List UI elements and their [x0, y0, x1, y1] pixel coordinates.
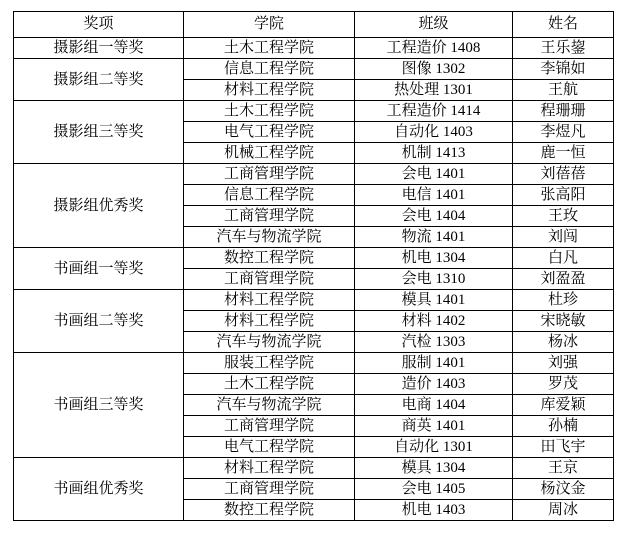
name-cell: 周冰	[513, 500, 614, 521]
college-cell: 材料工程学院	[184, 290, 355, 311]
name-cell: 库爱颖	[513, 395, 614, 416]
header-cell-name: 姓名	[513, 12, 614, 38]
class-cell: 模具 1304	[355, 458, 513, 479]
award-cell: 摄影组优秀奖	[14, 164, 184, 248]
table-row	[14, 353, 614, 374]
class-cell: 自动化 1403	[355, 122, 513, 143]
class-cell: 会电 1401	[355, 164, 513, 185]
college-cell: 数控工程学院	[184, 248, 355, 269]
college-cell: 材料工程学院	[184, 458, 355, 479]
name-cell: 杨冰	[513, 332, 614, 353]
college-cell: 工商管理学院	[184, 479, 355, 500]
name-cell: 刘闯	[513, 227, 614, 248]
class-cell: 造价 1403	[355, 374, 513, 395]
table-row	[14, 248, 614, 269]
name-cell: 鹿一恒	[513, 143, 614, 164]
college-cell: 工商管理学院	[184, 164, 355, 185]
name-cell: 王航	[513, 80, 614, 101]
class-cell: 材料 1402	[355, 311, 513, 332]
college-cell: 电气工程学院	[184, 437, 355, 458]
college-cell: 材料工程学院	[184, 311, 355, 332]
college-cell: 信息工程学院	[184, 59, 355, 80]
class-cell: 模具 1401	[355, 290, 513, 311]
college-cell: 汽车与物流学院	[184, 332, 355, 353]
class-cell: 汽检 1303	[355, 332, 513, 353]
table-row	[14, 458, 614, 479]
award-cell: 书画组二等奖	[14, 290, 184, 353]
table-header	[14, 12, 614, 38]
header-cell-award: 奖项	[14, 12, 184, 38]
award-cell: 摄影组三等奖	[14, 101, 184, 164]
class-cell: 服制 1401	[355, 353, 513, 374]
college-cell: 工商管理学院	[184, 206, 355, 227]
college-cell: 土木工程学院	[184, 101, 355, 122]
header-cell-college: 学院	[184, 12, 355, 38]
name-cell: 李煜凡	[513, 122, 614, 143]
class-cell: 电信 1401	[355, 185, 513, 206]
class-cell: 会电 1404	[355, 206, 513, 227]
college-cell: 电气工程学院	[184, 122, 355, 143]
college-cell: 工商管理学院	[184, 416, 355, 437]
class-cell: 电商 1404	[355, 395, 513, 416]
name-cell: 孙楠	[513, 416, 614, 437]
class-cell: 自动化 1301	[355, 437, 513, 458]
college-cell: 服装工程学院	[184, 353, 355, 374]
table-row	[14, 59, 614, 80]
award-cell: 摄影组二等奖	[14, 59, 184, 101]
table-body	[14, 38, 614, 521]
class-cell: 机制 1413	[355, 143, 513, 164]
college-cell: 汽车与物流学院	[184, 395, 355, 416]
name-cell: 王乐鋆	[513, 38, 614, 59]
college-cell: 材料工程学院	[184, 80, 355, 101]
header-row	[14, 12, 614, 38]
college-cell: 汽车与物流学院	[184, 227, 355, 248]
class-cell: 图像 1302	[355, 59, 513, 80]
class-cell: 机电 1403	[355, 500, 513, 521]
class-cell: 工程造价 1414	[355, 101, 513, 122]
name-cell: 田飞宇	[513, 437, 614, 458]
table-row	[14, 101, 614, 122]
awards-table	[13, 11, 614, 521]
class-cell: 工程造价 1408	[355, 38, 513, 59]
college-cell: 数控工程学院	[184, 500, 355, 521]
name-cell: 杜珍	[513, 290, 614, 311]
award-cell: 书画组一等奖	[14, 248, 184, 290]
name-cell: 罗茂	[513, 374, 614, 395]
class-cell: 商英 1401	[355, 416, 513, 437]
college-cell: 工商管理学院	[184, 269, 355, 290]
college-cell: 信息工程学院	[184, 185, 355, 206]
name-cell: 宋晓敏	[513, 311, 614, 332]
name-cell: 张高阳	[513, 185, 614, 206]
award-cell: 书画组优秀奖	[14, 458, 184, 521]
header-cell-class: 班级	[355, 12, 513, 38]
name-cell: 刘蓓蓓	[513, 164, 614, 185]
class-cell: 物流 1401	[355, 227, 513, 248]
name-cell: 王京	[513, 458, 614, 479]
table-row	[14, 164, 614, 185]
name-cell: 刘盈盈	[513, 269, 614, 290]
class-cell: 会电 1310	[355, 269, 513, 290]
table-row	[14, 290, 614, 311]
name-cell: 程珊珊	[513, 101, 614, 122]
college-cell: 土木工程学院	[184, 374, 355, 395]
class-cell: 机电 1304	[355, 248, 513, 269]
name-cell: 刘强	[513, 353, 614, 374]
class-cell: 热处理 1301	[355, 80, 513, 101]
name-cell: 王玫	[513, 206, 614, 227]
class-cell: 会电 1405	[355, 479, 513, 500]
college-cell: 机械工程学院	[184, 143, 355, 164]
name-cell: 杨汶金	[513, 479, 614, 500]
award-cell: 书画组三等奖	[14, 353, 184, 458]
table-row	[14, 38, 614, 59]
name-cell: 李锦如	[513, 59, 614, 80]
name-cell: 白凡	[513, 248, 614, 269]
award-cell: 摄影组一等奖	[14, 38, 184, 59]
college-cell: 土木工程学院	[184, 38, 355, 59]
